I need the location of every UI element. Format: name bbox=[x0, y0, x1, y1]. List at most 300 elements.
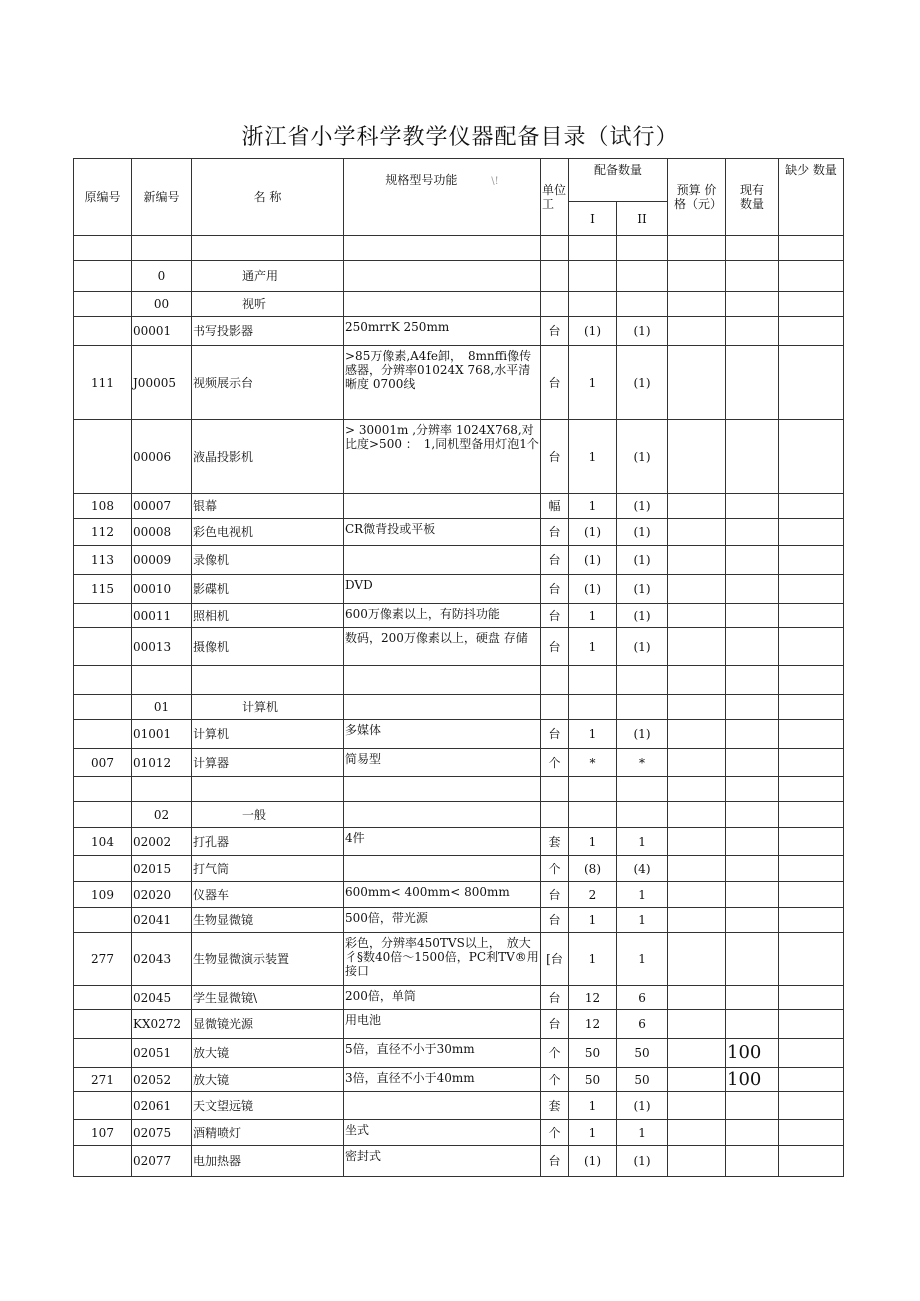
empty-cell bbox=[344, 261, 541, 292]
table-row bbox=[74, 908, 844, 933]
item-name-cell: 计算器 bbox=[192, 749, 344, 777]
qty-1-cell: 1 bbox=[569, 346, 617, 420]
shortage-cell bbox=[779, 986, 844, 1010]
qty-1-cell: 1 bbox=[569, 1092, 617, 1120]
unit-cell: 台 bbox=[541, 546, 569, 575]
empty-cell bbox=[726, 666, 779, 695]
new-no-cell: 02051 bbox=[132, 1039, 192, 1068]
table-row bbox=[74, 1146, 844, 1177]
orig-no-cell bbox=[74, 317, 132, 346]
table-row bbox=[74, 546, 844, 575]
orig-no-cell: 007 bbox=[74, 749, 132, 777]
qty-2-cell: (1) bbox=[617, 494, 668, 519]
category-row bbox=[74, 292, 844, 317]
shortage-cell bbox=[779, 346, 844, 420]
new-no-cell: 00006 bbox=[132, 420, 192, 494]
qty-1-cell: 1 bbox=[569, 828, 617, 856]
header-budget: 预算 价格（元） bbox=[668, 159, 726, 236]
orig-no-cell: 108 bbox=[74, 494, 132, 519]
table-row bbox=[74, 628, 844, 666]
empty-cell bbox=[779, 777, 844, 802]
empty-cell bbox=[541, 292, 569, 317]
new-no-cell: 02015 bbox=[132, 856, 192, 882]
existing-qty-cell bbox=[726, 575, 779, 604]
empty-cell bbox=[344, 666, 541, 695]
spec-cell: > 30001m ,分辨率 1024X768,对比度>500 ： 1,同机型备用灯泡1个 bbox=[344, 420, 541, 494]
table-row bbox=[74, 986, 844, 1010]
item-name-cell: 酒精喷灯 bbox=[192, 1120, 344, 1146]
spec-cell: CR微背投或平板 bbox=[344, 519, 541, 546]
budget-cell bbox=[668, 1120, 726, 1146]
qty-2-cell: (4) bbox=[617, 856, 668, 882]
empty-cell bbox=[617, 292, 668, 317]
unit-cell: [台 bbox=[541, 933, 569, 986]
table-row bbox=[74, 519, 844, 546]
qty-1-cell: 12 bbox=[569, 986, 617, 1010]
unit-cell: 台 bbox=[541, 882, 569, 908]
existing-qty-cell bbox=[726, 856, 779, 882]
table-row bbox=[74, 828, 844, 856]
unit-cell: 台 bbox=[541, 720, 569, 749]
table-row bbox=[74, 346, 844, 420]
table-row bbox=[74, 575, 844, 604]
existing-qty-cell bbox=[726, 882, 779, 908]
unit-cell: 幅 bbox=[541, 494, 569, 519]
spec-cell bbox=[344, 494, 541, 519]
orig-no-cell bbox=[74, 1146, 132, 1177]
existing-qty-cell bbox=[726, 908, 779, 933]
qty-2-cell: (1) bbox=[617, 720, 668, 749]
item-name-cell: 录像机 bbox=[192, 546, 344, 575]
spec-cell: >85万像素,A4fe卸， 8mnffi像传感器，分辨率01024X 768,水平清晰度 0700线 bbox=[344, 346, 541, 420]
empty-cell bbox=[192, 236, 344, 261]
qty-2-cell: (1) bbox=[617, 519, 668, 546]
existing-qty-cell: 100 bbox=[726, 1039, 779, 1068]
item-name-cell: 计算机 bbox=[192, 720, 344, 749]
unit-cell: 个 bbox=[541, 856, 569, 882]
qty-2-cell: (1) bbox=[617, 546, 668, 575]
qty-2-cell: 1 bbox=[617, 882, 668, 908]
budget-cell bbox=[668, 546, 726, 575]
orig-no-cell: 271 bbox=[74, 1068, 132, 1092]
empty-cell bbox=[74, 236, 132, 261]
orig-no-cell: 113 bbox=[74, 546, 132, 575]
existing-qty-cell bbox=[726, 1120, 779, 1146]
header-qty-group: 配备数量 bbox=[569, 159, 668, 202]
qty-2-cell: (1) bbox=[617, 1092, 668, 1120]
orig-no-cell: 104 bbox=[74, 828, 132, 856]
unit-cell: 台 bbox=[541, 1010, 569, 1039]
item-name-cell: 照相机 bbox=[192, 604, 344, 628]
spec-cell: DVD bbox=[344, 575, 541, 604]
empty-cell bbox=[779, 292, 844, 317]
category-code: 01 bbox=[132, 695, 192, 720]
existing-qty-cell bbox=[726, 546, 779, 575]
new-no-cell: 02077 bbox=[132, 1146, 192, 1177]
table-row bbox=[74, 317, 844, 346]
empty-cell bbox=[668, 292, 726, 317]
empty-cell bbox=[779, 236, 844, 261]
header-new-no: 新编号 bbox=[132, 159, 192, 236]
budget-cell bbox=[668, 1039, 726, 1068]
budget-cell bbox=[668, 1010, 726, 1039]
category-row bbox=[74, 695, 844, 720]
budget-cell bbox=[668, 749, 726, 777]
budget-cell bbox=[668, 933, 726, 986]
header-unit: 单位工 bbox=[541, 159, 569, 236]
new-no-cell: 02045 bbox=[132, 986, 192, 1010]
empty-cell bbox=[74, 666, 132, 695]
category-code: 0 bbox=[132, 261, 192, 292]
category-name: 一般 bbox=[192, 802, 344, 828]
spec-cell bbox=[344, 546, 541, 575]
shortage-cell bbox=[779, 1092, 844, 1120]
item-name-cell: 打孔器 bbox=[192, 828, 344, 856]
spec-cell: 用电池 bbox=[344, 1010, 541, 1039]
existing-qty-cell bbox=[726, 749, 779, 777]
empty-cell bbox=[668, 777, 726, 802]
new-no-cell: 00011 bbox=[132, 604, 192, 628]
existing-qty-cell bbox=[726, 317, 779, 346]
shortage-cell bbox=[779, 828, 844, 856]
qty-2-cell: 6 bbox=[617, 1010, 668, 1039]
orig-no-cell bbox=[74, 628, 132, 666]
orig-no-cell bbox=[74, 986, 132, 1010]
orig-no-cell: 277 bbox=[74, 933, 132, 986]
shortage-cell bbox=[779, 749, 844, 777]
orig-no-cell bbox=[74, 604, 132, 628]
existing-qty-cell: 100 bbox=[726, 1068, 779, 1092]
qty-2-cell: (1) bbox=[617, 575, 668, 604]
empty-cell bbox=[617, 695, 668, 720]
spec-cell: 3倍，直径不小于40mm bbox=[344, 1068, 541, 1092]
existing-qty-cell bbox=[726, 420, 779, 494]
shortage-cell bbox=[779, 575, 844, 604]
table-row bbox=[74, 933, 844, 986]
empty-cell bbox=[726, 261, 779, 292]
empty-cell bbox=[344, 695, 541, 720]
empty-cell bbox=[344, 236, 541, 261]
orig-no-cell bbox=[74, 1010, 132, 1039]
blank-row bbox=[74, 236, 844, 261]
blank-row bbox=[74, 777, 844, 802]
budget-cell bbox=[668, 604, 726, 628]
orig-no-cell bbox=[74, 1092, 132, 1120]
new-no-cell: J00005 bbox=[132, 346, 192, 420]
empty-cell bbox=[344, 292, 541, 317]
empty-cell bbox=[569, 777, 617, 802]
shortage-cell bbox=[779, 494, 844, 519]
spec-cell: 250mrrK 250mm bbox=[344, 317, 541, 346]
qty-1-cell: (1) bbox=[569, 1146, 617, 1177]
empty-cell bbox=[132, 777, 192, 802]
qty-2-cell: * bbox=[617, 749, 668, 777]
unit-cell: 台 bbox=[541, 420, 569, 494]
orig-no-cell: 111 bbox=[74, 346, 132, 420]
empty-cell bbox=[132, 236, 192, 261]
existing-qty-cell bbox=[726, 933, 779, 986]
spec-cell: 多媒体 bbox=[344, 720, 541, 749]
empty-cell bbox=[541, 777, 569, 802]
shortage-cell bbox=[779, 933, 844, 986]
existing-qty-cell bbox=[726, 1092, 779, 1120]
empty-cell bbox=[668, 802, 726, 828]
empty-cell bbox=[668, 695, 726, 720]
unit-cell: 台 bbox=[541, 628, 569, 666]
budget-cell bbox=[668, 1146, 726, 1177]
orig-no-cell bbox=[74, 420, 132, 494]
budget-cell bbox=[668, 346, 726, 420]
new-no-cell: 02075 bbox=[132, 1120, 192, 1146]
qty-1-cell: 1 bbox=[569, 494, 617, 519]
qty-1-cell: 1 bbox=[569, 720, 617, 749]
header-spec-mark: \! bbox=[491, 176, 499, 187]
qty-1-cell: 1 bbox=[569, 1120, 617, 1146]
header-spec bbox=[344, 159, 541, 236]
new-no-cell: 01001 bbox=[132, 720, 192, 749]
qty-2-cell: 6 bbox=[617, 986, 668, 1010]
empty-cell bbox=[617, 666, 668, 695]
spec-cell: 彩色，分辨率450TVS以上， 放大彳§数40倍～1500倍，PC利TV®用接口 bbox=[344, 933, 541, 986]
shortage-cell bbox=[779, 1039, 844, 1068]
table-row bbox=[74, 749, 844, 777]
empty-cell bbox=[668, 666, 726, 695]
shortage-cell bbox=[779, 1068, 844, 1092]
shortage-cell bbox=[779, 856, 844, 882]
new-no-cell: 02043 bbox=[132, 933, 192, 986]
spec-cell: 5倍，直径不小于30mm bbox=[344, 1039, 541, 1068]
qty-1-cell: 1 bbox=[569, 908, 617, 933]
qty-2-cell: 1 bbox=[617, 1120, 668, 1146]
budget-cell bbox=[668, 519, 726, 546]
empty-cell bbox=[192, 666, 344, 695]
spec-cell: 600万像素以上，有防抖功能 bbox=[344, 604, 541, 628]
empty-cell bbox=[569, 292, 617, 317]
blank-row bbox=[74, 666, 844, 695]
shortage-cell bbox=[779, 1010, 844, 1039]
qty-2-cell: 50 bbox=[617, 1068, 668, 1092]
existing-qty-cell bbox=[726, 1146, 779, 1177]
table-row bbox=[74, 420, 844, 494]
spec-cell: 500倍，带光源 bbox=[344, 908, 541, 933]
spec-cell: 600mm< 400mm< 800mm bbox=[344, 882, 541, 908]
empty-cell bbox=[344, 777, 541, 802]
table-row bbox=[74, 494, 844, 519]
empty-cell bbox=[617, 236, 668, 261]
qty-2-cell: 1 bbox=[617, 933, 668, 986]
orig-no-cell bbox=[74, 695, 132, 720]
qty-1-cell: 50 bbox=[569, 1039, 617, 1068]
category-name: 通产用 bbox=[192, 261, 344, 292]
shortage-cell bbox=[779, 604, 844, 628]
empty-cell bbox=[541, 666, 569, 695]
qty-1-cell: 2 bbox=[569, 882, 617, 908]
unit-cell: 台 bbox=[541, 986, 569, 1010]
item-name-cell: 摄像机 bbox=[192, 628, 344, 666]
unit-cell: 个 bbox=[541, 1039, 569, 1068]
empty-cell bbox=[192, 777, 344, 802]
empty-cell bbox=[726, 802, 779, 828]
table-row bbox=[74, 856, 844, 882]
spec-cell bbox=[344, 856, 541, 882]
table-row bbox=[74, 1092, 844, 1120]
empty-cell bbox=[569, 236, 617, 261]
qty-1-cell: * bbox=[569, 749, 617, 777]
category-code: 02 bbox=[132, 802, 192, 828]
item-name-cell: 书写投影器 bbox=[192, 317, 344, 346]
budget-cell bbox=[668, 828, 726, 856]
budget-cell bbox=[668, 317, 726, 346]
item-name-cell: 学生显微镜\ bbox=[192, 986, 344, 1010]
orig-no-cell bbox=[74, 720, 132, 749]
existing-qty-cell bbox=[726, 494, 779, 519]
qty-2-cell: 1 bbox=[617, 908, 668, 933]
item-name-cell: 液晶投影机 bbox=[192, 420, 344, 494]
new-no-cell: 02052 bbox=[132, 1068, 192, 1092]
existing-qty-cell bbox=[726, 1010, 779, 1039]
qty-2-cell: (1) bbox=[617, 1146, 668, 1177]
qty-1-cell: (1) bbox=[569, 575, 617, 604]
orig-no-cell: 115 bbox=[74, 575, 132, 604]
category-name: 计算机 bbox=[192, 695, 344, 720]
qty-2-cell: (1) bbox=[617, 420, 668, 494]
empty-cell bbox=[569, 666, 617, 695]
item-name-cell: 彩色电视机 bbox=[192, 519, 344, 546]
shortage-cell bbox=[779, 317, 844, 346]
page-title: 浙江省小学科学教学仪器配备目录（试行） bbox=[241, 125, 679, 150]
orig-no-cell: 107 bbox=[74, 1120, 132, 1146]
qty-1-cell: 1 bbox=[569, 604, 617, 628]
orig-no-cell bbox=[74, 908, 132, 933]
unit-cell: 台 bbox=[541, 908, 569, 933]
budget-cell bbox=[668, 856, 726, 882]
new-no-cell: 00010 bbox=[132, 575, 192, 604]
table-row bbox=[74, 604, 844, 628]
category-name: 视听 bbox=[192, 292, 344, 317]
empty-cell bbox=[668, 261, 726, 292]
shortage-cell bbox=[779, 420, 844, 494]
qty-2-cell: 1 bbox=[617, 828, 668, 856]
new-no-cell: 02061 bbox=[132, 1092, 192, 1120]
new-no-cell: 00008 bbox=[132, 519, 192, 546]
unit-cell: 个 bbox=[541, 1120, 569, 1146]
spec-cell: 数码，200万像素以上，硬盘 存储 bbox=[344, 628, 541, 666]
qty-1-cell: (1) bbox=[569, 546, 617, 575]
category-row bbox=[74, 802, 844, 828]
budget-cell bbox=[668, 494, 726, 519]
qty-1-cell: 12 bbox=[569, 1010, 617, 1039]
spec-cell: 200倍，单筒 bbox=[344, 986, 541, 1010]
empty-cell bbox=[541, 802, 569, 828]
item-name-cell: 放大镜 bbox=[192, 1039, 344, 1068]
qty-1-cell: 1 bbox=[569, 933, 617, 986]
header-name: 名 称 bbox=[192, 159, 344, 236]
existing-qty-cell bbox=[726, 986, 779, 1010]
existing-qty-cell bbox=[726, 519, 779, 546]
existing-qty-cell bbox=[726, 628, 779, 666]
table-row bbox=[74, 1120, 844, 1146]
empty-cell bbox=[779, 802, 844, 828]
qty-2-cell: (1) bbox=[617, 628, 668, 666]
qty-2-cell: 50 bbox=[617, 1039, 668, 1068]
orig-no-cell bbox=[74, 1039, 132, 1068]
budget-cell bbox=[668, 908, 726, 933]
spec-cell: 坐式 bbox=[344, 1120, 541, 1146]
unit-cell: 台 bbox=[541, 604, 569, 628]
header-orig-no: 原编号 bbox=[74, 159, 132, 236]
item-name-cell: 仪器车 bbox=[192, 882, 344, 908]
new-no-cell: 00007 bbox=[132, 494, 192, 519]
empty-cell bbox=[569, 695, 617, 720]
header-qty-2: II bbox=[617, 202, 668, 236]
spec-cell bbox=[344, 1092, 541, 1120]
item-name-cell: 影碟机 bbox=[192, 575, 344, 604]
shortage-cell bbox=[779, 1146, 844, 1177]
empty-cell bbox=[617, 777, 668, 802]
empty-cell bbox=[617, 802, 668, 828]
unit-cell: 套 bbox=[541, 1092, 569, 1120]
empty-cell bbox=[569, 802, 617, 828]
category-row bbox=[74, 261, 844, 292]
empty-cell bbox=[541, 236, 569, 261]
qty-1-cell: 50 bbox=[569, 1068, 617, 1092]
header-spec-label: 规格型号功能 bbox=[385, 173, 458, 187]
orig-no-cell: 112 bbox=[74, 519, 132, 546]
orig-no-cell bbox=[74, 292, 132, 317]
budget-cell bbox=[668, 628, 726, 666]
budget-cell bbox=[668, 720, 726, 749]
empty-cell bbox=[779, 666, 844, 695]
item-name-cell: 生物显微演示装置 bbox=[192, 933, 344, 986]
empty-cell bbox=[726, 777, 779, 802]
empty-cell bbox=[569, 261, 617, 292]
shortage-cell bbox=[779, 908, 844, 933]
empty-cell bbox=[779, 261, 844, 292]
new-no-cell: 00009 bbox=[132, 546, 192, 575]
spec-cell: 密封式 bbox=[344, 1146, 541, 1177]
qty-1-cell: (1) bbox=[569, 317, 617, 346]
empty-cell bbox=[541, 261, 569, 292]
new-no-cell: 02041 bbox=[132, 908, 192, 933]
shortage-cell bbox=[779, 546, 844, 575]
budget-cell bbox=[668, 575, 726, 604]
shortage-cell bbox=[779, 519, 844, 546]
new-no-cell: KX0272 bbox=[132, 1010, 192, 1039]
item-name-cell: 显微镜光源 bbox=[192, 1010, 344, 1039]
item-name-cell: 天文望远镜 bbox=[192, 1092, 344, 1120]
empty-cell bbox=[726, 292, 779, 317]
shortage-cell bbox=[779, 882, 844, 908]
equipment-catalog-table bbox=[73, 158, 844, 1177]
empty-cell bbox=[617, 261, 668, 292]
new-no-cell: 00013 bbox=[132, 628, 192, 666]
unit-cell: 台 bbox=[541, 519, 569, 546]
shortage-cell bbox=[779, 628, 844, 666]
unit-cell: 台 bbox=[541, 346, 569, 420]
existing-qty-cell bbox=[726, 720, 779, 749]
unit-cell: 套 bbox=[541, 828, 569, 856]
item-name-cell: 生物显微镜 bbox=[192, 908, 344, 933]
shortage-cell bbox=[779, 1120, 844, 1146]
empty-cell bbox=[726, 695, 779, 720]
qty-2-cell: (1) bbox=[617, 317, 668, 346]
orig-no-cell bbox=[74, 802, 132, 828]
unit-cell: 台 bbox=[541, 317, 569, 346]
budget-cell bbox=[668, 420, 726, 494]
budget-cell bbox=[668, 1068, 726, 1092]
unit-cell: 个 bbox=[541, 1068, 569, 1092]
empty-cell bbox=[541, 695, 569, 720]
